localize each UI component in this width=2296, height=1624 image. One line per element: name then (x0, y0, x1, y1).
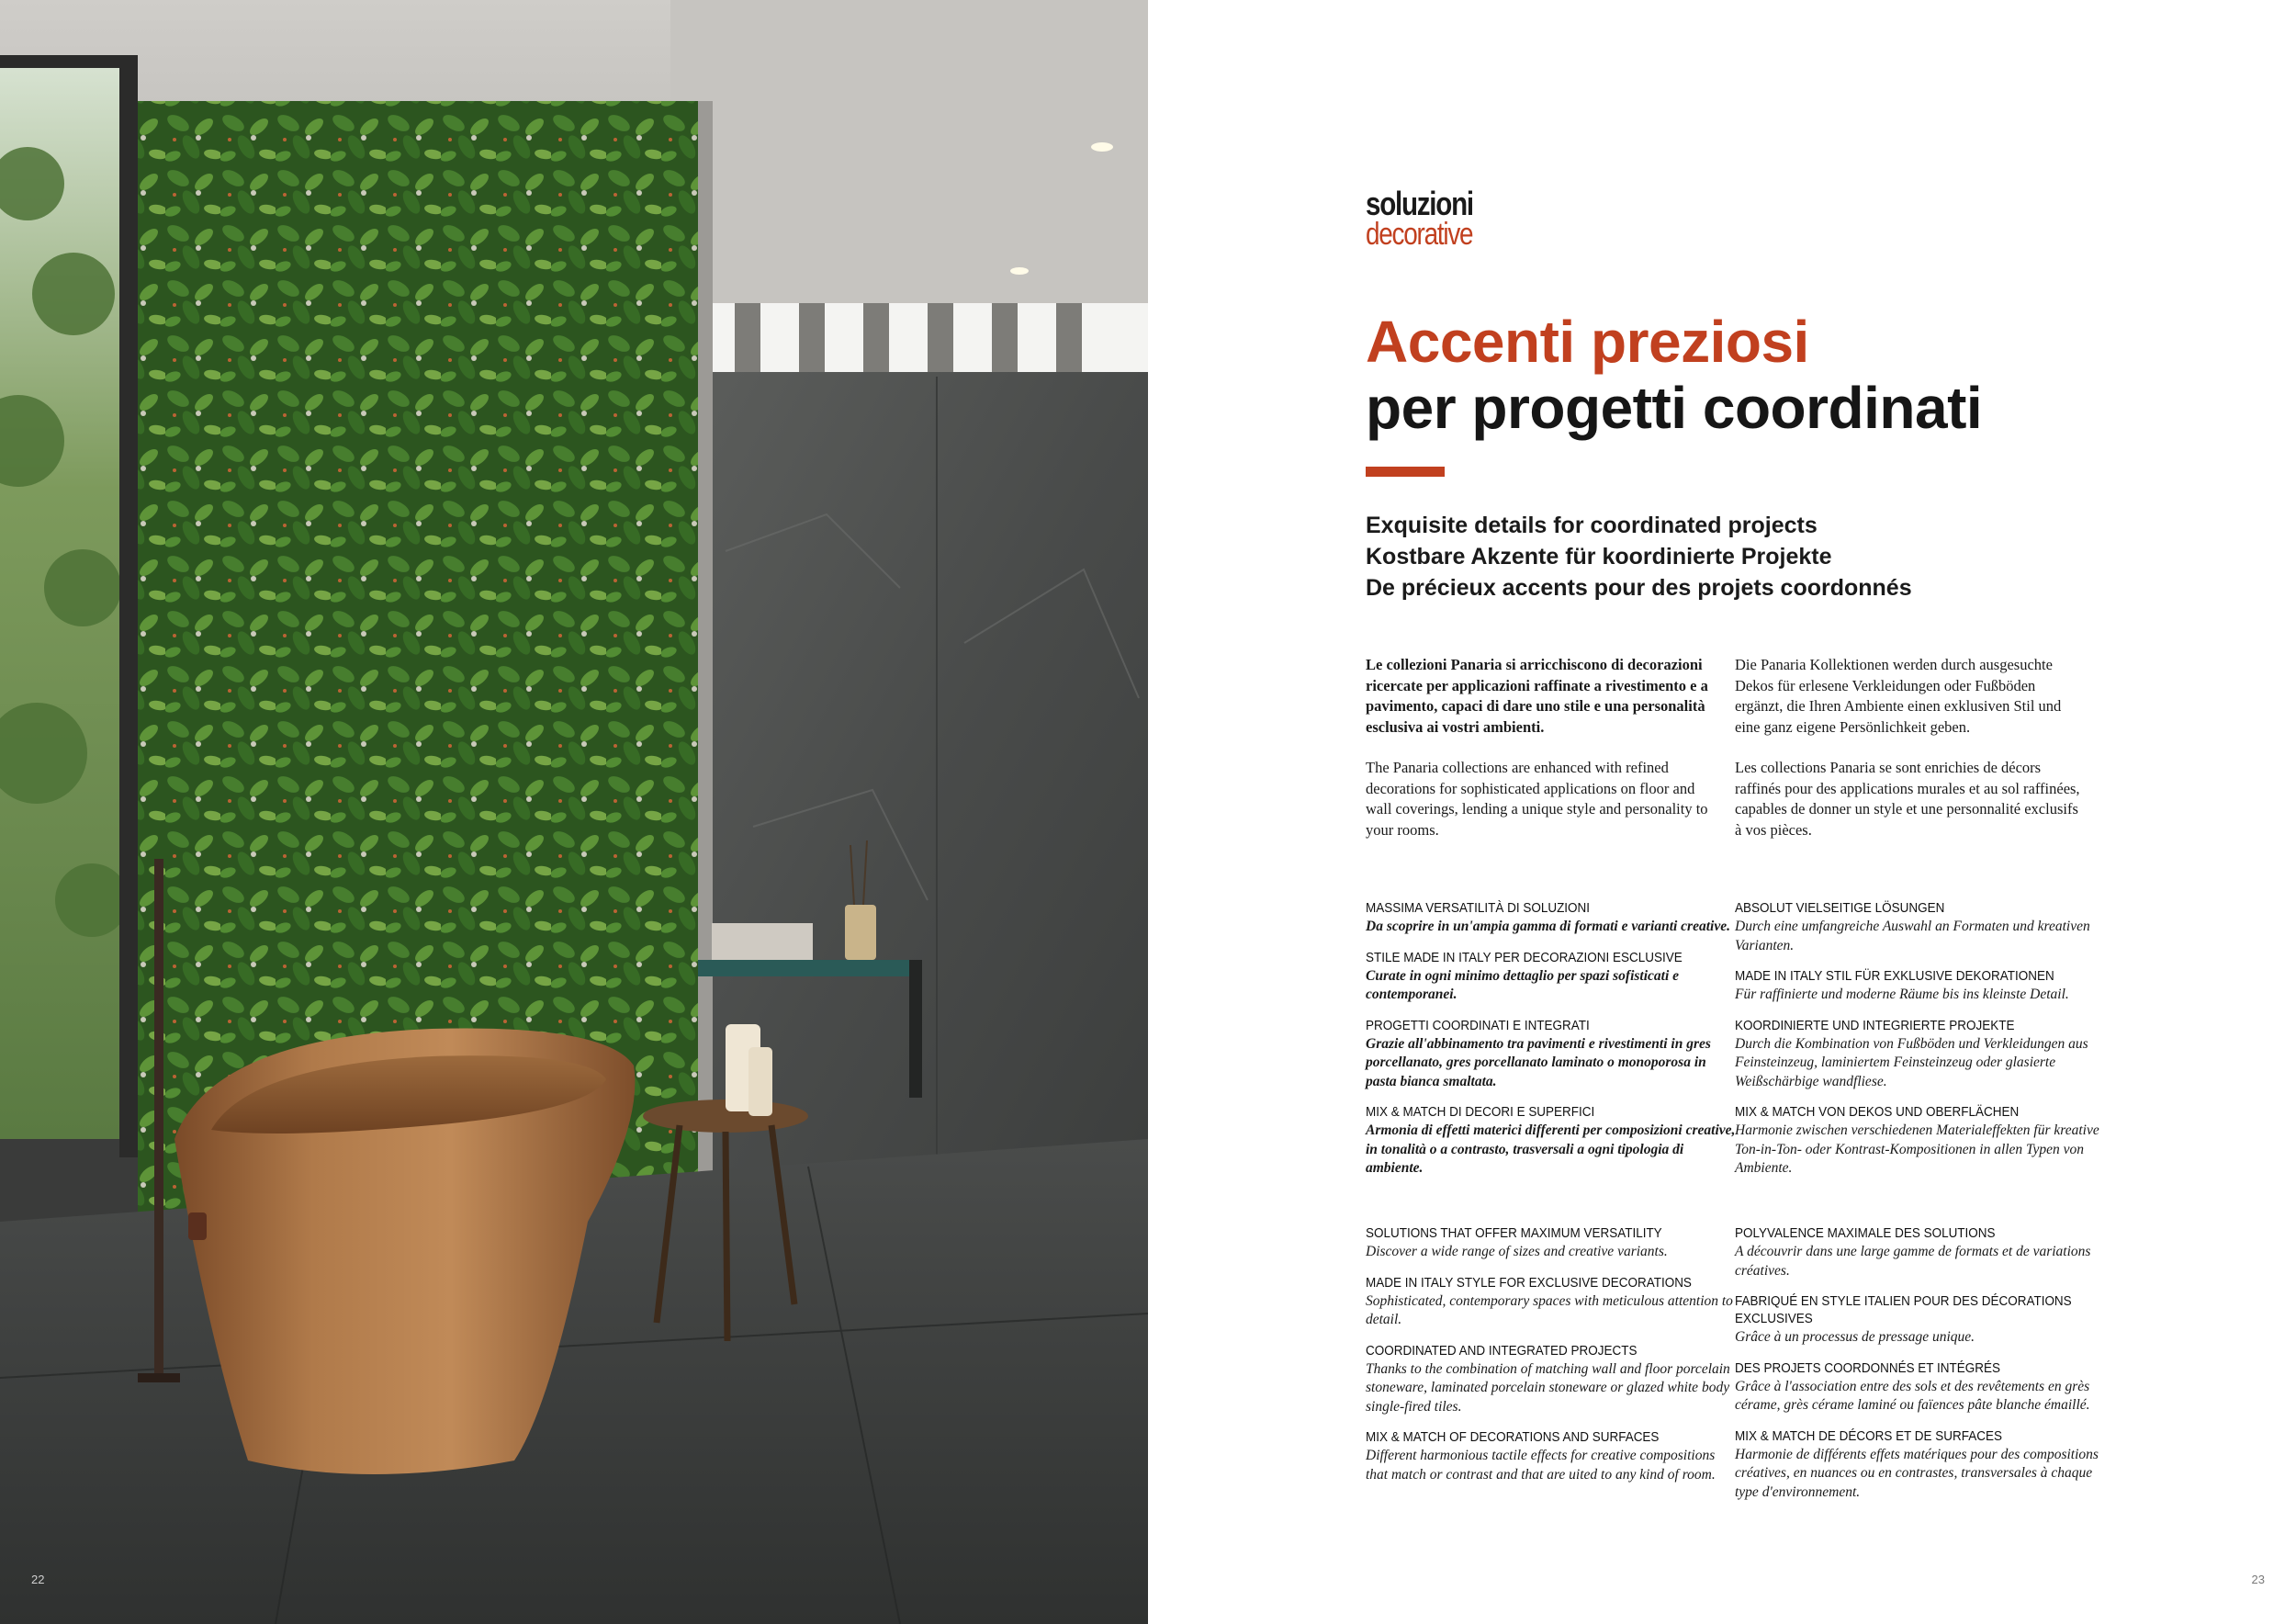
accent-rule (1366, 467, 1445, 477)
feature-description: Curate in ogni minimo dettaglio per spazi sofisticati e contemporanei. (1366, 967, 1680, 1002)
subtitle-de: Kostbare Akzente für koordinierte Projekte (1366, 544, 1832, 570)
feature-heading: FABRIQUÉ EN STYLE ITALIEN POUR DES DÉCORATIONS EXCLUSIVES (1735, 1294, 2072, 1326)
feature-heading: ABSOLUT VIELSEITIGE LÖSUNGEN (1735, 901, 1945, 916)
page-title (1366, 309, 1982, 441)
features-fr (1735, 1225, 2107, 1515)
feature-item (1366, 1225, 1738, 1262)
feature-heading: KOORDINIERTE UND INTEGRIERTE PROJEKTE (1735, 1018, 2015, 1033)
feature-item (1735, 1018, 2107, 1092)
feature-description: Different harmonious tactile effects for creative compositions that match or contrast and that are uited to any kind of room. (1366, 1448, 1716, 1483)
feature-description: Armonia di effetti materici differenti per composizioni creative, in tonalità o a contrasto, trasversali a ogni tipologia di ambiente. (1366, 1122, 1736, 1176)
intro-de: Die Panaria Kollektionen werden durch ausgesuchte Dekos für erlesene Verkleidungen oder Fußböden ergänzt, die Ihren Ambiente einen exklusiven Stil und eine ganz eigene Persönlichkeit geben. (1735, 656, 2062, 736)
brand-logo (1366, 187, 1497, 250)
feature-heading: MIX & MATCH DE DÉCORS ET DE SURFACES (1735, 1428, 2002, 1444)
title-line-2: per progetti coordinati (1366, 375, 1983, 441)
feature-heading: DES PROJETS COORDONNÉS ET INTÉGRÉS (1735, 1360, 2000, 1376)
feature-description: Harmonie zwischen verschiedenen Materialeffekten für kreative Ton-in-Ton- oder Kontrast-Kompositionen in allen Typen von Ambiente. (1735, 1122, 2099, 1176)
intro-fr: Les collections Panaria se sont enrichies de décors raffinés pour des applications murales et au sol raffinées, capables de donner un style et une personnalité exclusifs à vos pièces. (1735, 759, 2080, 839)
intro-en: The Panaria collections are enhanced with refined decorations for sophisticated applications on floor and wall coverings, lending a unique style and personality to your rooms. (1366, 759, 1708, 839)
feature-item (1735, 1428, 2107, 1503)
feature-heading: MIX & MATCH OF DECORATIONS AND SURFACES (1366, 1430, 1660, 1445)
brand-line-2: decorative (1366, 217, 1473, 252)
feature-heading: COORDINATED AND INTEGRATED PROJECTS (1366, 1343, 1638, 1359)
feature-heading: MIX & MATCH DI DECORI E SUPERFICI (1366, 1105, 1595, 1120)
feature-heading: STILE MADE IN ITALY PER DECORAZIONI ESCLUSIVE (1366, 950, 1683, 965)
feature-heading: MASSIMA VERSATILITÀ DI SOLUZIONI (1366, 901, 1591, 916)
feature-description: Für raffinierte und moderne Räume bis ins kleinste Detail. (1735, 987, 2069, 1002)
feature-item (1735, 968, 2107, 1005)
features-de (1735, 900, 2107, 1191)
feature-item (1366, 1104, 1738, 1179)
feature-description: Thanks to the combination of matching wall and floor porcelain stoneware, laminated porcelain stoneware or glazed white body single-fired tiles. (1366, 1360, 1730, 1415)
feature-description: Durch eine umfangreiche Auswahl an Formaten und kreativen Varianten. (1735, 919, 2090, 953)
features-it (1366, 900, 1738, 1191)
subtitles (1366, 510, 1912, 603)
page-number-left: 22 (31, 1573, 45, 1586)
feature-heading: POLYVALENCE MAXIMALE DES SOLUTIONS (1735, 1226, 1996, 1241)
feature-heading: SOLUTIONS THAT OFFER MAXIMUM VERSATILITY (1366, 1226, 1662, 1241)
feature-item (1735, 1225, 2107, 1280)
feature-item (1735, 1293, 2107, 1348)
feature-item (1366, 1343, 1738, 1417)
intro-it: Le collezioni Panaria si arricchiscono di decorazioni ricercate per applicazioni raffinate a rivestimento e a pavimento, capaci di dare uno stile e una personalità esclusiva ai vostri ambienti. (1366, 656, 1708, 736)
intro-column-right (1735, 655, 2084, 861)
feature-item (1366, 900, 1738, 937)
subtitle-fr: De précieux accents pour des projets coordonnés (1366, 575, 1912, 601)
feature-description: Grâce à un processus de pressage unique. (1735, 1329, 1975, 1345)
brand-line-1: soluzioni (1366, 185, 1473, 222)
feature-description: Harmonie de différents effets matériques pour des compositions créatives, en nuances ou en contrastes, transversales à chaque type d'environnement. (1735, 1446, 2099, 1500)
feature-item (1366, 1275, 1738, 1330)
feature-heading: MIX & MATCH VON DEKOS UND OBERFLÄCHEN (1735, 1105, 2020, 1120)
page-number-right: 23 (2251, 1573, 2265, 1586)
features-en (1366, 1225, 1738, 1497)
feature-description: A découvrir dans une large gamme de formats et de variations créatives. (1735, 1244, 2091, 1279)
title-line-1: Accenti preziosi (1366, 309, 1809, 375)
feature-item (1735, 900, 2107, 955)
feature-description: Discover a wide range of sizes and creative variants. (1366, 1244, 1668, 1259)
feature-heading: MADE IN ITALY STYLE FOR EXCLUSIVE DECORATIONS (1366, 1275, 1692, 1291)
feature-item (1366, 950, 1738, 1005)
intro-column-left (1366, 655, 1715, 861)
feature-item (1735, 1360, 2107, 1415)
feature-description: Da scoprire in un'ampia gamma di formati e varianti creative. (1366, 919, 1730, 934)
feature-description: Grâce à l'association entre des sols et des revêtements en grès cérame, grès cérame laminé ou faïences pâte blanche émaillé. (1735, 1378, 2090, 1413)
subtitle-en: Exquisite details for coordinated projects (1366, 513, 1818, 538)
feature-description: Sophisticated, contemporary spaces with meticulous attention to detail. (1366, 1292, 1733, 1327)
feature-description: Durch die Kombination von Fußböden und Verkleidungen aus Feinsteinzeug, laminiertem Feinsteinzeug oder glasierte Weißschärbige wandfliese. (1735, 1035, 2088, 1089)
feature-item (1735, 1104, 2107, 1179)
feature-item (1366, 1018, 1738, 1092)
feature-description: Grazie all'abbinamento tra pavimenti e rivestimenti in gres porcellanato, gres porcellanato laminato o monoporosa in pasta bianca smaltata. (1366, 1035, 1711, 1089)
feature-heading: MADE IN ITALY STIL FÜR EXKLUSIVE DEKORATIONEN (1735, 969, 2054, 984)
feature-heading: PROGETTI COORDINATI E INTEGRATI (1366, 1018, 1590, 1033)
feature-item (1366, 1429, 1738, 1484)
